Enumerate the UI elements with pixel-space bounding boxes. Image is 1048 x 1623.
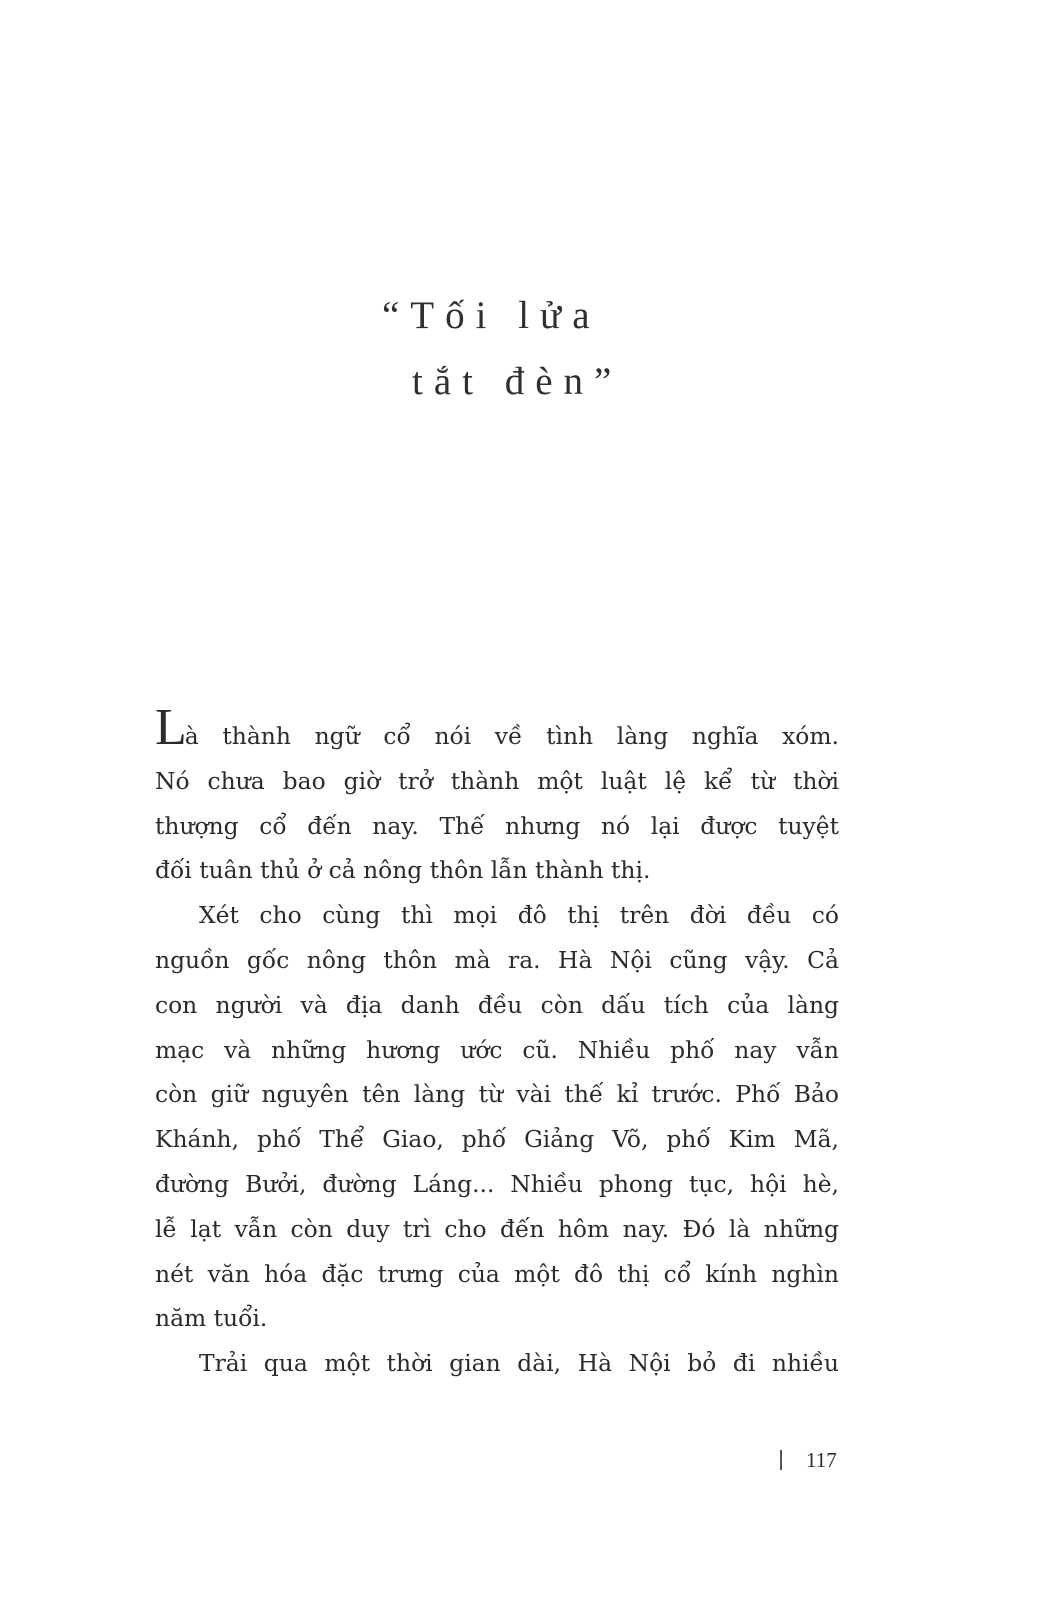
text-line: nguồn gốc nông thôn mà ra. Hà Nội cũng vậy. Cả (155, 945, 839, 974)
text-line: năm tuổi. (155, 1304, 268, 1333)
text-line: lễ lạt vẫn còn duy trì cho đến hôm nay. Đó là những (155, 1214, 839, 1243)
paragraph-2 (155, 893, 839, 1341)
text-line: Khánh, phố Thể Giao, phố Giảng Võ, phố Kim Mã, (155, 1125, 839, 1154)
text-line: con người và địa danh đều còn dấu tích của làng (155, 990, 839, 1019)
drop-cap: L (155, 699, 185, 756)
chapter-title-line-1: “Tối lửa (382, 294, 601, 337)
text-line: Trải qua một thời gian dài, Hà Nội bỏ đi nhiều (199, 1349, 839, 1378)
text-line: Nó chưa bao giờ trở thành một luật lệ kể từ thời (155, 766, 839, 795)
text-line: mạc và những hương ước cũ. Nhiều phố nay vẫn (155, 1035, 839, 1064)
text-line: đối tuân thủ ở cả nông thôn lẫn thành thị. (155, 856, 651, 885)
footer-divider (780, 1450, 782, 1470)
paragraph-1 (155, 699, 839, 893)
text-line-content: à thành ngữ cổ nói về tình làng nghĩa xóm. (184, 722, 839, 750)
paragraph-3 (155, 1341, 839, 1386)
text-line: nét văn hóa đặc trưng của một đô thị cổ kính nghìn (155, 1259, 839, 1288)
text-line: còn giữ nguyên tên làng từ vài thế kỉ trước. Phố Bảo (155, 1080, 839, 1109)
text-line: đường Bưởi, đường Láng... Nhiều phong tục, hội hè, (155, 1169, 839, 1198)
body-text (155, 699, 839, 1386)
text-line: Xét cho cùng thì mọi đô thị trên đời đều có (199, 901, 839, 930)
text-line: thượng cổ đến nay. Thế nhưng nó lại được tuyệt (155, 811, 839, 840)
page-number: 117 (806, 1448, 837, 1472)
chapter-title-line-2: tắt đèn” (412, 360, 623, 403)
text-line (155, 699, 839, 759)
page-footer (770, 1448, 840, 1474)
